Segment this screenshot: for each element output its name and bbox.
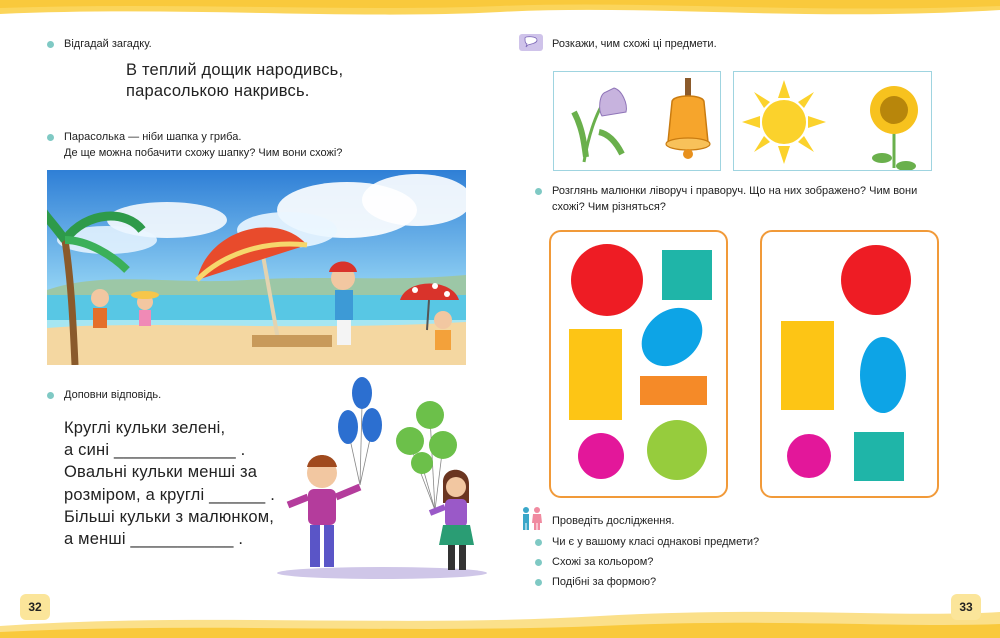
answer-line-5: Більші кульки з малюнком, xyxy=(64,508,275,526)
shapes-set-right xyxy=(762,232,937,496)
orange-rectangle-shape xyxy=(640,376,707,405)
answer-line-1: Круглі кульки зелені, xyxy=(64,419,226,437)
bellflower-bell-picture xyxy=(553,71,721,171)
answer-line-2: а сині _____________ . xyxy=(64,441,246,459)
shapes-frame-left xyxy=(549,230,728,498)
sun-sunflower-drawing xyxy=(734,72,931,170)
research-question-3: Подібні за формою? xyxy=(552,576,657,588)
compare-text-line-2: схожі? Чим різняться? xyxy=(552,201,666,213)
shapes-set-left xyxy=(551,232,726,496)
answer-line-4: розміром, а круглі ______ . xyxy=(64,486,275,504)
compare-text-line-1: Розглянь малюнки ліворуч і праворуч. Що на них зображено? Чим вони xyxy=(552,185,918,197)
teal-square-shape xyxy=(662,250,712,300)
magenta-circle-shape xyxy=(787,434,831,478)
magenta-circle-shape xyxy=(578,433,624,479)
yellow-rectangle-shape xyxy=(781,321,834,410)
riddle-line-1: В теплий дощик народивсь, xyxy=(126,61,344,79)
research-question-2: Схожі за кольором? xyxy=(552,556,654,568)
balloons-illustration xyxy=(270,375,495,580)
shapes-frame-right xyxy=(760,230,939,498)
bottom-decorative-wave xyxy=(0,598,1000,638)
riddle-line-2: парасолькою накривсь. xyxy=(126,82,310,100)
blue-oval-shape xyxy=(630,296,714,378)
bullet-icon xyxy=(535,579,542,586)
bullet-icon xyxy=(47,392,54,399)
answer-line-3: Овальні кульки менші за xyxy=(64,463,258,481)
page-number-right: 33 xyxy=(951,594,981,620)
complete-prompt: Доповни відповідь. xyxy=(64,389,162,401)
top-decorative-wave xyxy=(0,0,1000,22)
bullet-icon xyxy=(47,134,54,141)
sun-sunflower-picture xyxy=(733,71,932,171)
bullet-icon xyxy=(47,41,54,48)
teal-square-shape xyxy=(854,432,904,481)
tell-prompt: Розкажи, чим схожі ці предмети. xyxy=(552,38,717,50)
riddle-prompt: Відгадай загадку. xyxy=(64,38,152,50)
bullet-icon xyxy=(535,188,542,195)
beach-illustration xyxy=(47,170,466,365)
two-people-icon xyxy=(519,506,544,530)
research-title: Проведіть дослідження. xyxy=(552,515,675,527)
speech-bubble-icon xyxy=(519,34,543,51)
bellflower-bell-drawing xyxy=(554,72,720,170)
bullet-icon xyxy=(535,559,542,566)
yellow-rectangle-shape xyxy=(569,329,622,420)
blue-oval-shape xyxy=(860,337,906,413)
page-number-left: 32 xyxy=(20,594,50,620)
umbrella-text-line-1: Парасолька — ніби шапка у гриба. xyxy=(64,131,242,143)
red-circle-shape xyxy=(841,245,911,315)
bullet-icon xyxy=(535,539,542,546)
answer-line-6: а менші ___________ . xyxy=(64,530,244,548)
research-question-1: Чи є у вашому класі однакові предмети? xyxy=(552,536,760,548)
umbrella-text-line-2: Де ще можна побачити схожу шапку? Чим вони схожі? xyxy=(64,147,343,159)
red-circle-shape xyxy=(571,244,643,316)
green-circle-shape xyxy=(647,420,707,480)
